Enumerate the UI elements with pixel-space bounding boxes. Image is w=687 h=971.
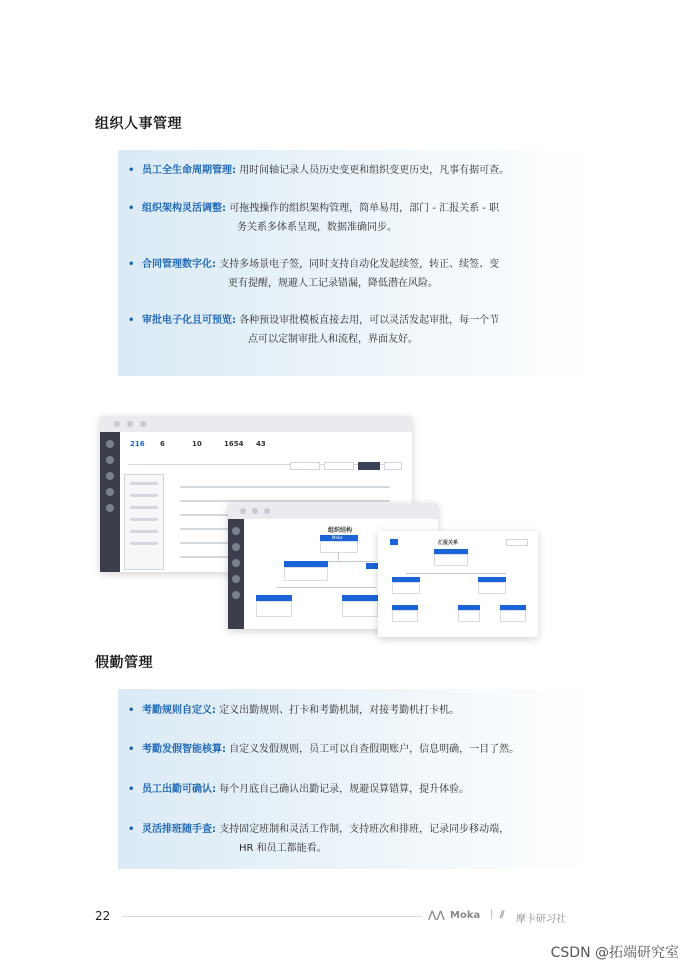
- feature-text-cont: 更有提醒，规避人工记录错漏，降低潜在风险。: [228, 278, 438, 289]
- feature-text: 支持固定班制和灵活工作制，支持班次和排班，记录同步移动端，: [219, 824, 510, 835]
- feature-item: [128, 780, 580, 799]
- feature-text: 自定义发假规则，员工可以自查假期账户，信息明确，一目了然。: [229, 744, 520, 755]
- org-chart-title: 组织结构: [328, 527, 353, 534]
- feature-text: 用时间轴记录人员历史变更和组织变更历史，凡事有据可查。: [239, 165, 510, 176]
- app-sidebar: [100, 432, 120, 572]
- feature-label: 组织架构灵活调整:: [142, 203, 226, 214]
- screenshot-report-relations: [378, 531, 538, 637]
- feature-item: [128, 740, 580, 759]
- feature-item: [128, 161, 580, 180]
- bullet-icon: •: [128, 744, 135, 755]
- attendance-feature-card: [118, 689, 590, 869]
- feature-item: [128, 311, 580, 349]
- feature-label: 员工全生命周期管理:: [142, 165, 236, 176]
- watermark: CSDN @拓端研究室: [550, 945, 679, 961]
- bullet-icon: •: [128, 203, 135, 214]
- feature-text-cont: 务关系多体系呈现，数据准确同步。: [237, 222, 397, 233]
- feature-label: 合同管理数字化:: [142, 259, 216, 270]
- window-titlebar: [228, 503, 438, 519]
- moka-logo-icon: ⋀⋀: [428, 910, 445, 921]
- feature-label: 审批电子化且可预览:: [142, 315, 236, 326]
- stat-value: 1654: [224, 440, 244, 448]
- moka-academy-logo-icon: ⫽: [500, 910, 505, 921]
- feature-label: 考勤规则自定义:: [142, 705, 216, 716]
- stat-value: 10: [192, 440, 202, 448]
- section-title-hr: 组织人事管理: [95, 116, 182, 132]
- feature-item: [128, 199, 580, 237]
- feature-text: 各种预设审批模板直接去用，可以灵活发起审批，每一个节: [239, 315, 500, 326]
- stat-value: 43: [256, 440, 266, 448]
- feature-label: 考勤发假智能核算:: [142, 744, 226, 755]
- org-node-label: Moka: [332, 535, 343, 540]
- bullet-icon: •: [128, 824, 135, 835]
- feature-text-cont: HR 和员工都能看。: [239, 843, 327, 854]
- app-sidebar: [228, 519, 244, 629]
- report-chart-title: 汇报关系: [438, 540, 459, 546]
- window-titlebar: [100, 416, 412, 432]
- feature-label: 灵活排班随手查:: [142, 824, 216, 835]
- footer-divider: [122, 916, 422, 917]
- brand-separator: |: [490, 909, 494, 920]
- stat-value: 216: [130, 440, 145, 448]
- feature-text: 可拖拽操作的组织架构管理，简单易用，部门 - 汇报关系 - 职: [229, 203, 500, 214]
- hr-feature-card: [118, 150, 590, 376]
- bullet-icon: •: [128, 165, 135, 176]
- bullet-icon: •: [128, 784, 135, 795]
- brand-moka: Moka: [450, 910, 481, 921]
- stat-value: 6: [160, 440, 165, 448]
- feature-label: 员工出勤可确认:: [142, 784, 216, 795]
- bullet-icon: •: [128, 705, 135, 716]
- feature-text-cont: 点可以定制审批人和流程，界面友好。: [248, 334, 418, 345]
- feature-text: 定义出勤规则、打卡和考勤机制，对接考勤机打卡机。: [219, 705, 460, 716]
- feature-text: 每个月底自己确认出勤记录，规避误算错算，提升体验。: [219, 784, 470, 795]
- section-title-attendance: 假勤管理: [95, 655, 153, 671]
- page-number: 22: [95, 909, 111, 923]
- feature-item: [128, 701, 580, 720]
- bullet-icon: •: [128, 315, 135, 326]
- feature-item: [128, 255, 580, 293]
- feature-item: [128, 820, 580, 858]
- feature-text: 支持多场景电子签，同时支持自动化发起续签，转正、续签、变: [219, 259, 500, 270]
- bullet-icon: •: [128, 259, 135, 270]
- brand-academy: 摩卡研习社: [516, 914, 566, 925]
